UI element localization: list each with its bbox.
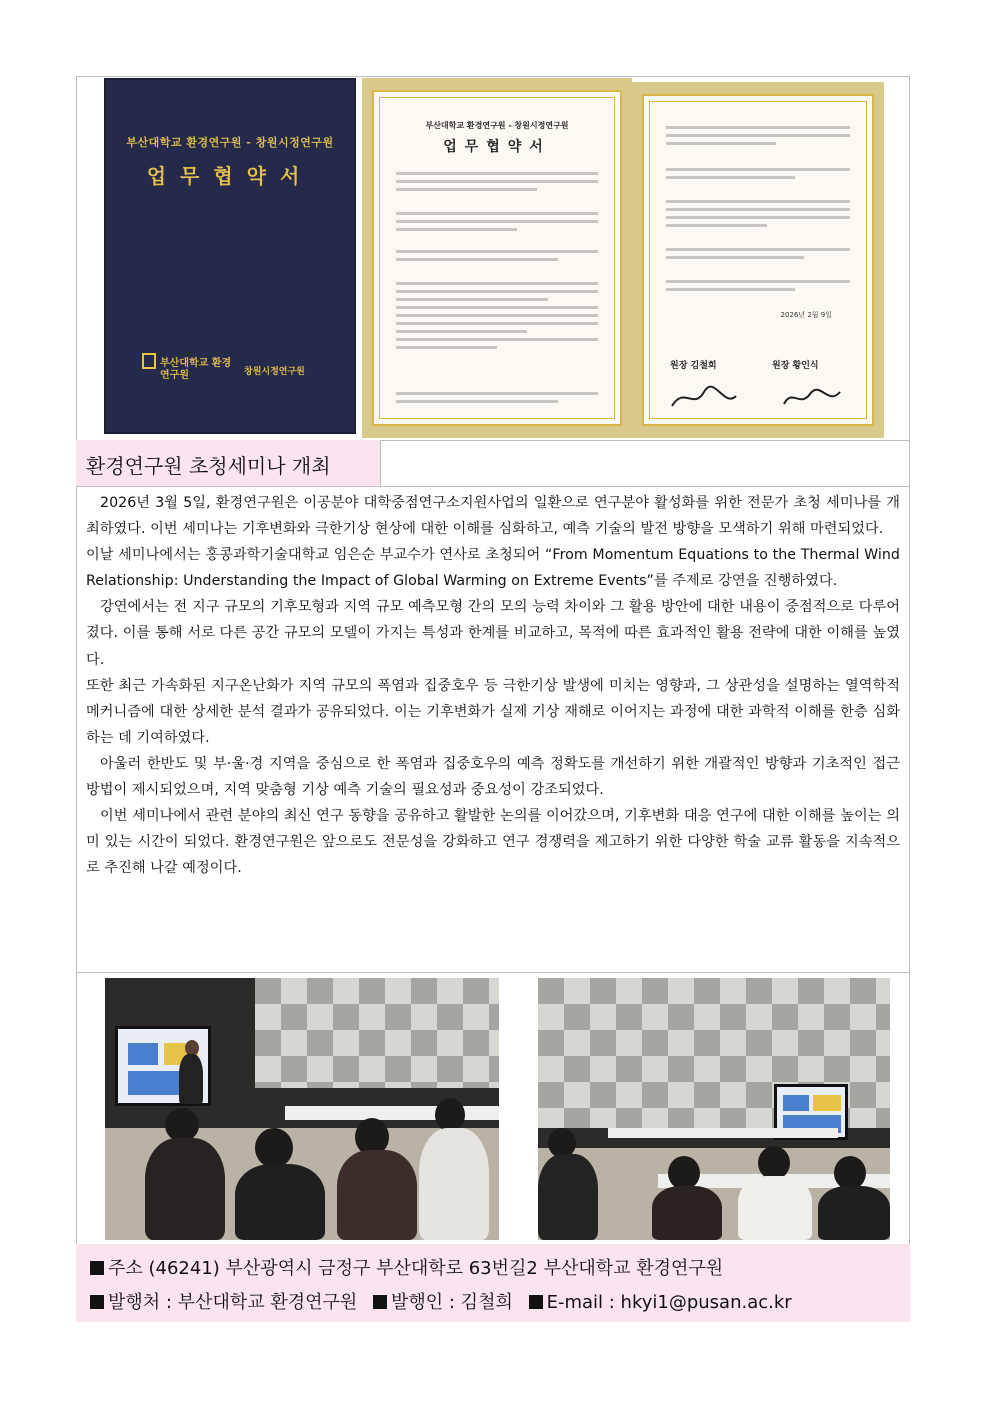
square-bullet-icon	[373, 1295, 387, 1309]
article-paragraph: 아울러 한반도 및 부·울·경 지역을 중심으로 한 폭염과 집중호우의 예측 정확도를 개선하기 위한 개괄적인 방향과 기초적인 접근 방법이 제시되었으며, 지역 맞춤형 기상 예측 기술의 필요성과 중요성이 강조되었다.	[86, 755, 900, 799]
divider	[76, 972, 910, 973]
article-paragraph: 이번 세미나에서 관련 분야의 최신 연구 동향을 공유하고 활발한 논의를 이어갔으며, 기후변화 대응 연구에 대한 이해를 높이는 의미 있는 시간이 되었다. 환경연구원은 앞으로도 전문성을 강화하고 연구 경쟁력을 제고하기 위한 다양한 학술 교류 활동을 지속적으로 추진해 나갈 예정이다.	[86, 808, 900, 877]
footer-address-row	[90, 1254, 723, 1280]
article-paragraph: 또한 최근 가속화된 지구온난화가 지역 규모의 폭염과 집중호우 등 극한기상 발생에 미치는 영향과, 그 상관성을 설명하는 열역학적 메커니즘에 대한 상세한 분석 결과가 공유되었다. 이는 기후변화가 실제 기상 재해로 이어지는 과정에 대한 과학적 이해를 한층 심화하는 데 기여하였다.	[86, 677, 900, 746]
agreement-page-left-photo	[362, 78, 632, 438]
signer-right: 원장 황인식	[772, 361, 819, 371]
signer-left: 원장 김철희	[670, 361, 717, 371]
signatures-icon	[664, 378, 864, 418]
cover-subtitle: 부산대학교 환경연구원 - 창원시정연구원	[126, 136, 334, 149]
article-paragraph: 이날 세미나에서는 홍콩과학기술대학교 임은순 부교수가 연사로 초청되어 “From Momentum Equations to the Thermal Wind Relationship: Understanding the Impact of Global Warming on Extreme Events”를 주제로 강연을 진행하였다.	[86, 547, 900, 590]
article-paragraph: 강연에서는 전 지구 규모의 기후모형과 지역 규모 예측모형 간의 모의 능력 차이와 그 활용 방안에 대한 내용이 중점적으로 다루어졌다. 이를 통해 서로 다른 공간 규모의 모델이 가지는 특성과 한계를 비교하고, 목적에 따른 효과적인 활용 전략에 대한 이해를 높였다.	[86, 599, 900, 668]
square-bullet-icon	[529, 1295, 543, 1309]
cert-date: 2026년 2월 9일	[780, 311, 832, 319]
section-title: 환경연구원 초청세미나 개최	[86, 454, 331, 478]
footer-publisher-row	[90, 1288, 792, 1314]
article-paragraph: 2026년 3월 5일, 환경연구원은 이공분야 대학중점연구소지원사업의 일환으로 연구분야 활성화를 위한 전문가 초청 세미나를 개최하였다. 이번 세미나는 기후변화와 극한기상 현상에 대한 이해를 심화하고, 예측 기술의 발전 방향을 모색하기 위해 마련되었다.	[86, 495, 900, 538]
cover-logo-left: 부산대학교 환경연구원	[160, 358, 232, 381]
agreement-cover-photo	[104, 78, 356, 434]
footer-publisher: 발행처 : 부산대학교 환경연구원	[108, 1292, 358, 1313]
cover-logo-right: 창원시정연구원	[244, 367, 305, 377]
footer-issuer: 발행인 : 김철희	[391, 1292, 513, 1313]
seminar-photo-left	[105, 978, 499, 1240]
agreement-page-right-photo	[632, 82, 884, 438]
cert-head: 부산대학교 환경연구원 - 창원시정연구원	[425, 121, 569, 130]
cover-title: 업무협약서	[146, 164, 314, 188]
footer-address: 주소 (46241) 부산광역시 금정구 부산대학로 63번길2 부산대학교 환경연구원	[108, 1258, 724, 1279]
divider	[76, 486, 910, 487]
institute-logo-icon	[142, 353, 156, 369]
cert-title: 업무협약서	[443, 139, 551, 155]
footer-email: E-mail : hkyi1@pusan.ac.kr	[546, 1292, 792, 1313]
seminar-photo-right	[538, 978, 890, 1240]
section-title-box	[76, 440, 381, 486]
footer	[76, 1244, 910, 1322]
square-bullet-icon	[90, 1295, 104, 1309]
square-bullet-icon	[90, 1261, 104, 1275]
article-body	[86, 490, 900, 881]
